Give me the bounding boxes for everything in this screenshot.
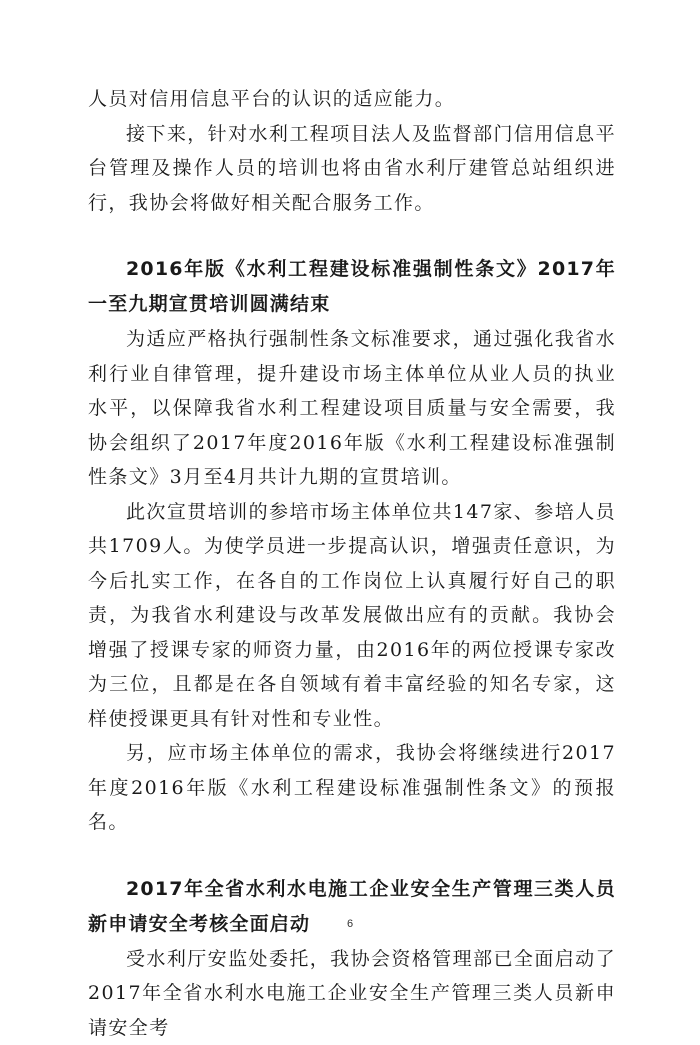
section1-paragraph-preregistration: 另，应市场主体单位的需求，我协会将继续进行2017年度2016年版《水利工程建设标准强制性条文》的预报名。: [88, 736, 616, 840]
section-heading-standards-training: 2016年版《水利工程建设标准强制性条文》2017年一至九期宣贯培训圆满结束: [88, 252, 616, 322]
section2-paragraph-launch: 受水利厅安监处委托，我协会资格管理部已全面启动了2017年全省水利水电施工企业安全生产管理三类人员新申请安全考: [88, 942, 616, 1045]
intro-paragraph: 接下来，针对水利工程项目法人及监督部门信用信息平台管理及操作人员的培训也将由省水利厅建管总站组织进行，我协会将做好相关配合服务工作。: [88, 117, 616, 221]
intro-paragraph-continuation: 人员对信用信息平台的认识的适应能力。: [88, 82, 616, 117]
section1-paragraph-participants: 此次宣贯培训的参培市场主体单位共147家、参培人员共1709人。为使学员进一步提高认识，增强责任意识，为今后扎实工作，在各自的工作岗位上认真履行好自己的职责，为我省水利建设与改革发展做出应有的贡献。我协会增强了授课专家的师资力量，由2016年的两位授课专家改为三位，且都是在各自领域有着丰富经验的知名专家，这样使授课更具有针对性和专业性。: [88, 495, 616, 737]
section-spacer: [88, 840, 616, 872]
section1-paragraph-purpose: 为适应严格执行强制性条文标准要求，通过强化我省水利行业自律管理，提升建设市场主体单位从业人员的执业水平，以保障我省水利工程建设项目质量与安全需要，我协会组织了2017年度2016年版《水利工程建设标准强制性条文》3月至4月共计九期的宣贯培训。: [88, 322, 616, 495]
page-body: [88, 82, 616, 1045]
section-spacer: [88, 220, 616, 252]
section-heading-safety-assessment: 2017年全省水利水电施工企业安全生产管理三类人员新申请安全考核全面启动: [88, 872, 616, 942]
page-number: 6: [0, 918, 700, 930]
